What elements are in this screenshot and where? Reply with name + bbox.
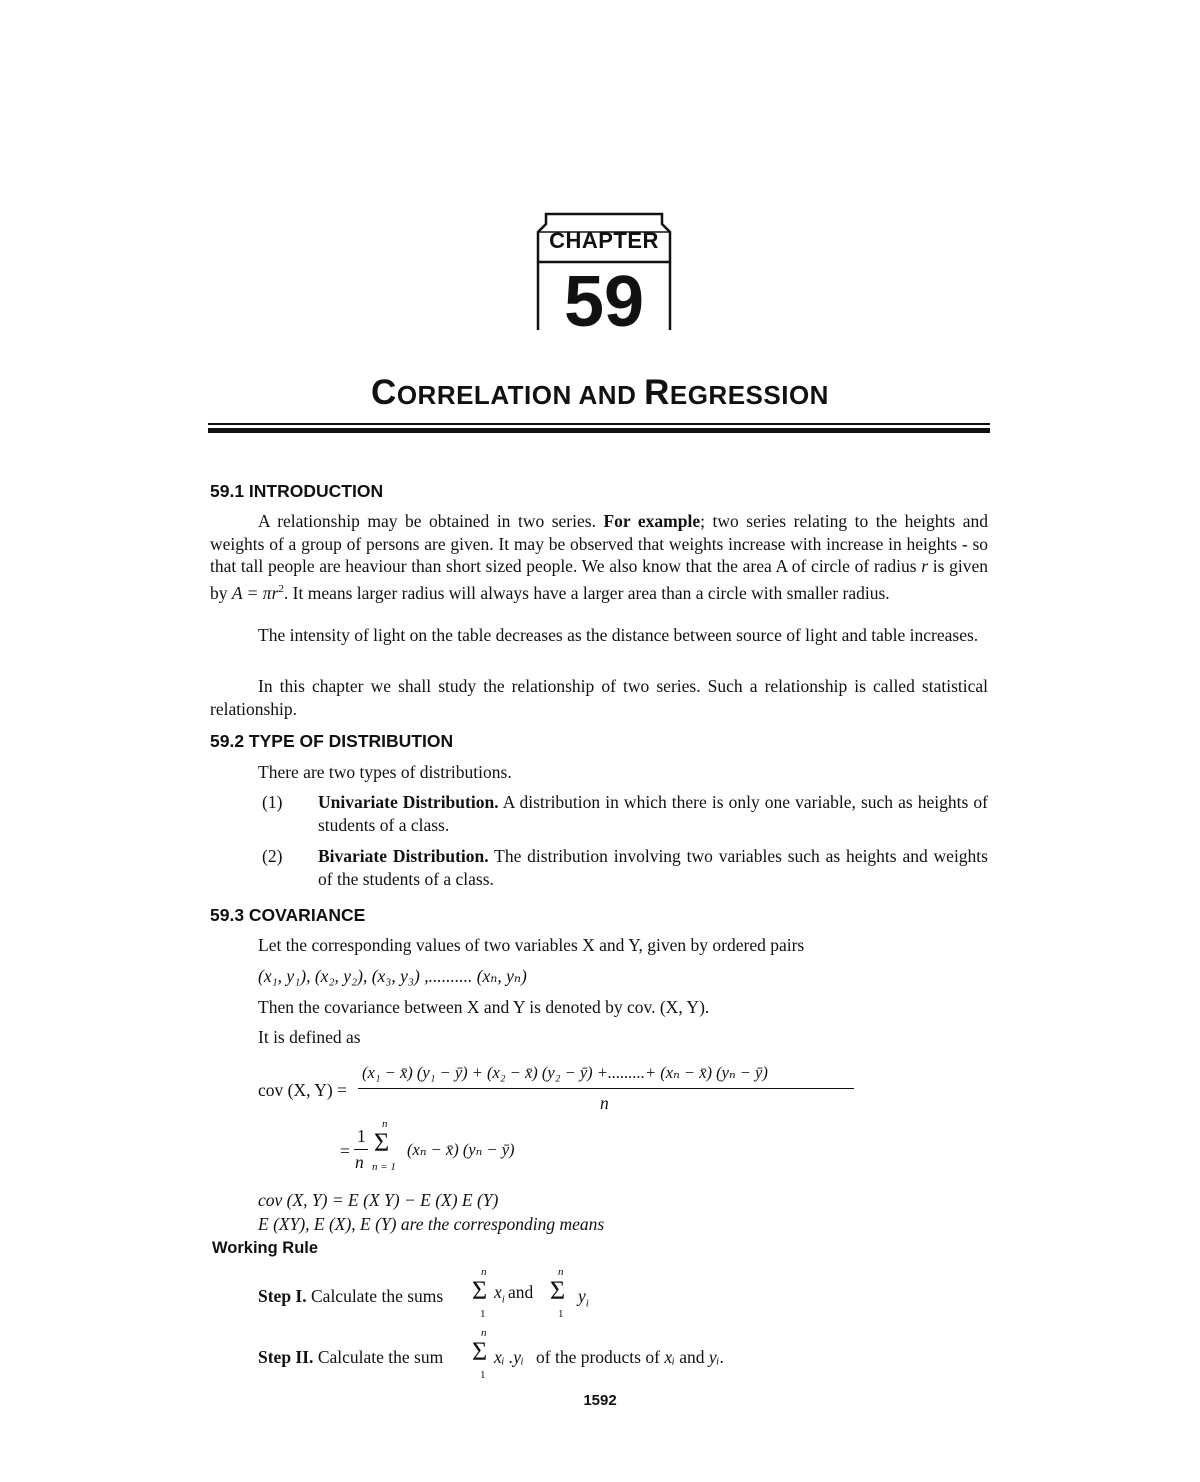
chapter-box	[536, 212, 672, 342]
sigma-upper-limit: n	[382, 1118, 388, 1130]
section-heading-covariance: 59.3 COVARIANCE	[210, 905, 366, 925]
cov-expectation-form: cov (X, Y) = E (X Y) − E (X) E (Y)	[258, 1190, 499, 1210]
list-number-2: (2)	[262, 846, 283, 866]
cov-numerator: (x₁ − x̄) (y₁ − ȳ) + (x₂ − x̄) (y₂ − ȳ) +.........+ (xₙ − x̄) (yₙ − ȳ)	[362, 1063, 768, 1082]
sigma2-lower: 1	[558, 1308, 564, 1320]
eq2-one: 1	[357, 1126, 366, 1146]
step1-and: and	[508, 1282, 534, 1302]
cov-fraction-bar	[358, 1088, 854, 1089]
chapter-number: 59	[563, 262, 645, 342]
step-2: Step II. Calculate the sum	[258, 1347, 444, 1367]
page-number: 1592	[583, 1392, 617, 1409]
sigma3-lower: 1	[480, 1369, 486, 1381]
sigma1-upper: n	[481, 1266, 487, 1278]
covariance-line-3: It is defined as	[258, 1027, 361, 1047]
section-heading-introduction: 59.1 INTRODUCTION	[210, 481, 384, 501]
list-item-bivariate: Bivariate Distribution. The distribution involving two variables such as heights and weights of the students of a class.	[318, 846, 988, 889]
eq2-n: n	[355, 1152, 364, 1172]
eq2-term: (xₙ − x̄) (yₙ − ȳ)	[407, 1140, 515, 1159]
title-rule-thick	[208, 428, 990, 433]
list-number-1: (1)	[262, 792, 283, 812]
step2-term: xᵢ .yᵢ	[494, 1347, 524, 1367]
covariance-line-1: Let the corresponding values of two variables X and Y, given by ordered pairs	[258, 935, 805, 955]
sigma3-upper: n	[481, 1327, 487, 1339]
sigma-icon: Σ	[374, 1128, 390, 1157]
sigma1-lower: 1	[480, 1308, 486, 1320]
sigma2-upper: n	[558, 1266, 564, 1278]
chapter-label: CHAPTER	[549, 228, 659, 253]
sigma1-icon: Σ	[472, 1276, 488, 1305]
covariance-line-2: Then the covariance between X and Y is denoted by cov. (X, Y).	[258, 997, 710, 1017]
sigma3-icon: Σ	[472, 1337, 488, 1366]
list-item-univariate: Univariate Distribution. A distribution in which there is only one variable, such as heights of students of a class.	[318, 792, 988, 835]
intro-paragraph-2: The intensity of light on the table decreases as the distance between source of light and table increases.	[258, 625, 979, 645]
eq2-equals: =	[340, 1141, 350, 1161]
step-1: Step I. Calculate the sums	[258, 1286, 444, 1306]
cov-lhs: cov (X, Y) =	[258, 1080, 347, 1100]
step1-x: $x_i$	[494, 1282, 505, 1306]
means-note: E (XY), E (X), E (Y) are the corresponding means	[258, 1214, 605, 1234]
ordered-pairs: (x₁, y₁), (x₂, y₂), (x₃, y₃) ,.......... (xₙ, yₙ)	[258, 966, 527, 986]
step2-rest: of the products of xᵢ and yᵢ.	[536, 1347, 724, 1367]
intro-paragraph-1: A relationship may be obtained in two series. For example; two series relating to the heights and weights of a group of persons are given. It may be observed that weights increase with increase in heights - so that tall people are heaviour than short sized people. We also know that the area A of circle of radius r is given by $A = \pi r^2$. It means larger radius will always have a larger area than a circle with smaller radius.	[210, 511, 988, 603]
sigma2-icon: Σ	[550, 1276, 566, 1305]
working-rule-heading: Working Rule	[212, 1239, 319, 1257]
title-rule-thin	[208, 423, 990, 425]
step1-y: $y_i$	[578, 1286, 589, 1310]
cov-denominator: n	[600, 1093, 609, 1113]
chapter-title: CORRELATION AND REGRESSION	[371, 373, 829, 412]
sigma-lower-limit: n = 1	[372, 1161, 396, 1173]
intro-paragraph-3: In this chapter we shall study the relationship of two series. Such a relationship is called statistical relationship.	[210, 676, 988, 719]
section-heading-distribution: 59.2 TYPE OF DISTRIBUTION	[210, 731, 454, 751]
distribution-intro: There are two types of distributions.	[258, 762, 512, 782]
